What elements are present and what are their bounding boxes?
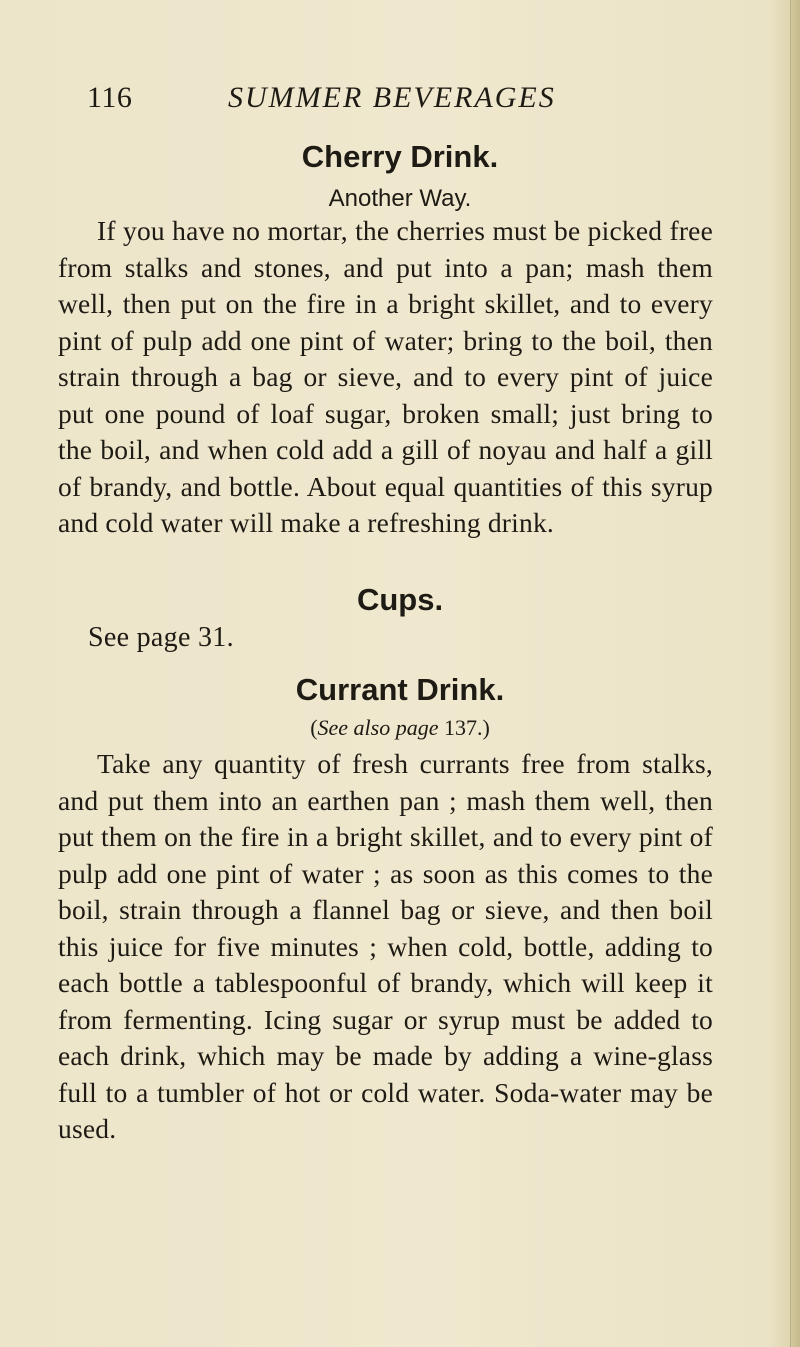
running-header xyxy=(87,78,557,118)
section-heading-cherry-drink: Cherry Drink. xyxy=(301,139,499,174)
section-subheading-another-way: Another Way. xyxy=(328,185,472,212)
section-heading-currant-drink: Currant Drink. xyxy=(295,672,505,707)
cross-reference-page: 137.) xyxy=(438,715,490,740)
paragraph-cherry-drink: If you have no mortar, the cherries must be picked free from stalks and stones, and put into a pan; mash them well, then put on the fire in a bright skillet, and to every pint of pulp add one pint of water; bring to the boil, then strain through a bag or sieve, and to every pint of juice put one pound of loaf sugar, broken small; just bring to the boil, and when cold add a gill of noyau and half a gill of brandy, and bottle. About equal quantities of this syrup and cold water will make a refreshing drink. xyxy=(58,215,713,538)
cross-reference-open: ( xyxy=(310,715,318,740)
cross-reference xyxy=(0,713,800,743)
paragraph-cups: See page 31. xyxy=(88,622,234,653)
paragraph-currant-drink: Take any quantity of fresh currants free from stalks, and put them into an earthen pan ; mash them well, then put them on the fire in a bright skillet, and to every pint of pulp add one pint of water ; as soon as this comes to the boil, strain through a flannel bag or sieve, and then boil this juice for five minutes ; when cold, bottle, adding to each bottle a tablespoonful of brandy, which will keep it from fermenting. Icing sugar or syrup must be added to each drink, which may be made by adding a wine-glass full to a tumbler of hot or cold water. Soda-water may be used. xyxy=(58,748,713,1144)
cross-reference-italic: See also page xyxy=(317,715,439,740)
running-title: SUMMER BEVERAGES xyxy=(228,81,556,114)
page-number: 116 xyxy=(87,81,133,114)
section-heading-cups: Cups. xyxy=(356,582,444,617)
